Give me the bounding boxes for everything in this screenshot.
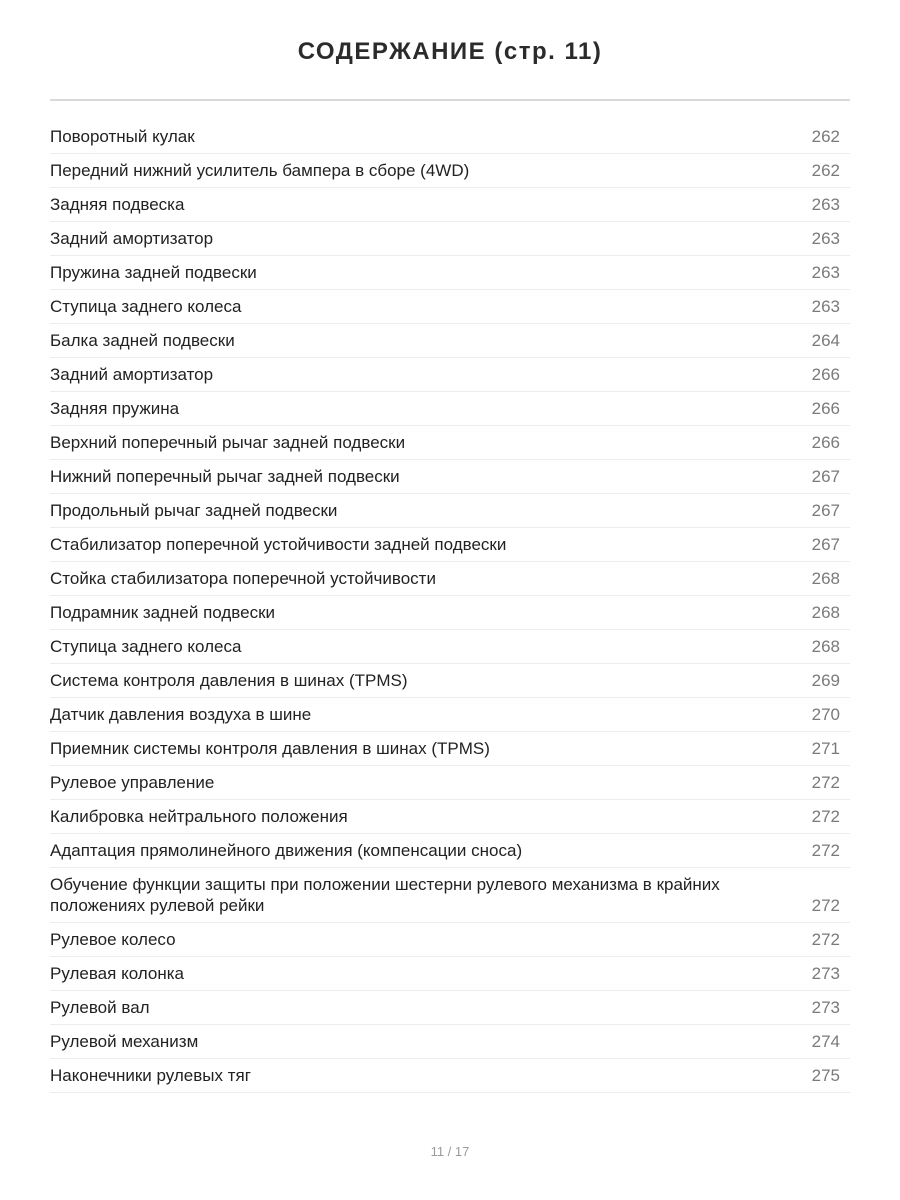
- toc-entry-page: 263: [811, 297, 840, 316]
- toc-entry-title: Балка задней подвески: [50, 331, 235, 350]
- toc-entry[interactable]: [50, 800, 850, 834]
- toc-entry-page: 271: [811, 739, 840, 758]
- toc-entry[interactable]: [50, 664, 850, 698]
- toc-entry-page: 273: [811, 998, 840, 1017]
- toc-entry-page: 272: [811, 841, 840, 860]
- toc-entry[interactable]: [50, 698, 850, 732]
- toc-entry-title: Пружина задней подвески: [50, 263, 257, 282]
- toc-entry-title: Адаптация прямолинейного движения (компенсации сноса): [50, 841, 523, 860]
- toc-entry[interactable]: [50, 256, 850, 290]
- toc-entry-title: Верхний поперечный рычаг задней подвески: [50, 433, 406, 452]
- toc-entry-title: Рулевое колесо: [50, 930, 176, 949]
- toc-entry-page: 269: [811, 671, 840, 690]
- toc-entry-title: Ступица заднего колеса: [50, 637, 242, 656]
- toc-entry-page: 268: [811, 603, 840, 622]
- toc-entry-page: 268: [811, 569, 840, 588]
- toc-entry-page: 263: [811, 229, 840, 248]
- toc-entry[interactable]: [50, 991, 850, 1025]
- toc-entry-title: Поворотный кулак: [50, 127, 195, 146]
- toc-entry-title: Рулевой механизм: [50, 1032, 199, 1051]
- toc-entry-page: 263: [811, 195, 840, 214]
- toc-entry-page: 275: [811, 1066, 840, 1085]
- toc-entry-page: 274: [811, 1032, 840, 1051]
- toc-entry[interactable]: [50, 426, 850, 460]
- toc-entry[interactable]: [50, 923, 850, 957]
- toc-entry[interactable]: [50, 630, 850, 664]
- toc-entry-page: 263: [811, 263, 840, 282]
- toc-entry-title: Калибровка нейтрального положения: [50, 807, 348, 826]
- toc-entry-title: Обучение функции защиты при положении шестерни рулевого механизма в крайних положениях рулевой рейки: [50, 875, 720, 915]
- toc-entry-page: 264: [811, 331, 840, 350]
- toc-entry[interactable]: [50, 154, 850, 188]
- toc-entry-title: Рулевая колонка: [50, 964, 184, 983]
- toc-entry[interactable]: [50, 120, 850, 154]
- toc-entry-title: Передний нижний усилитель бампера в сборе (4WD): [50, 161, 470, 180]
- toc-entry-page: 266: [811, 399, 840, 418]
- toc-entry[interactable]: [50, 324, 850, 358]
- toc-entry-page: 262: [811, 161, 840, 180]
- toc-entry-title: Датчик давления воздуха в шине: [50, 705, 312, 724]
- toc-entry[interactable]: [50, 957, 850, 991]
- toc-entry-title: Ступица заднего колеса: [50, 297, 242, 316]
- toc-entry-page: 266: [811, 433, 840, 452]
- toc-entry[interactable]: [50, 1025, 850, 1059]
- page-indicator: 11 / 17: [430, 1144, 470, 1159]
- toc-entry[interactable]: [50, 222, 850, 256]
- toc-entry-title: Задний амортизатор: [50, 229, 214, 248]
- toc-entry[interactable]: [50, 562, 850, 596]
- toc-entry[interactable]: [50, 460, 850, 494]
- toc-entry-title: Задняя пружина: [50, 399, 180, 418]
- toc-entry[interactable]: [50, 732, 850, 766]
- toc-entry-title: Приемник системы контроля давления в шинах (TPMS): [50, 739, 490, 758]
- page-title: СОДЕРЖАНИЕ (стр. 11): [297, 38, 603, 65]
- toc-entry-page: 270: [811, 705, 840, 724]
- toc-entry[interactable]: [50, 1059, 850, 1093]
- toc-entry-title: Задняя подвеска: [50, 195, 185, 214]
- toc-entry-page: 272: [811, 930, 840, 949]
- toc-entry-title: Рулевое управление: [50, 773, 215, 792]
- toc-entry-page: 267: [811, 535, 840, 554]
- toc-entry[interactable]: [50, 766, 850, 800]
- title-divider: [50, 99, 850, 101]
- toc-list: [50, 120, 850, 1093]
- toc-entry-page: 267: [811, 501, 840, 520]
- toc-entry[interactable]: [50, 358, 850, 392]
- toc-entry[interactable]: [50, 290, 850, 324]
- toc-entry-page: 272: [811, 807, 840, 826]
- toc-entry-page: 268: [811, 637, 840, 656]
- toc-entry-page: 272: [811, 773, 840, 792]
- toc-entry[interactable]: [50, 494, 850, 528]
- toc-entry[interactable]: [50, 392, 850, 426]
- toc-entry-title: Подрамник задней подвески: [50, 603, 276, 622]
- toc-entry-title: Рулевой вал: [50, 998, 150, 1017]
- toc-entry[interactable]: [50, 596, 850, 630]
- toc-entry-title: Стойка стабилизатора поперечной устойчивости: [50, 569, 436, 588]
- toc-entry-title: Задний амортизатор: [50, 365, 214, 384]
- toc-entry[interactable]: [50, 868, 850, 923]
- toc-entry[interactable]: [50, 188, 850, 222]
- toc-entry-page: 272: [811, 896, 840, 915]
- toc-entry[interactable]: [50, 834, 850, 868]
- toc-entry-title: Наконечники рулевых тяг: [50, 1066, 251, 1085]
- toc-entry-page: 266: [811, 365, 840, 384]
- toc-entry-title: Нижний поперечный рычаг задней подвески: [50, 467, 400, 486]
- toc-entry-title: Стабилизатор поперечной устойчивости задней подвески: [50, 535, 507, 554]
- toc-entry[interactable]: [50, 528, 850, 562]
- toc-entry-page: 267: [811, 467, 840, 486]
- toc-entry-title: Продольный рычаг задней подвески: [50, 501, 338, 520]
- toc-entry-page: 262: [811, 127, 840, 146]
- toc-entry-page: 273: [811, 964, 840, 983]
- toc-entry-title: Система контроля давления в шинах (TPMS): [50, 671, 408, 690]
